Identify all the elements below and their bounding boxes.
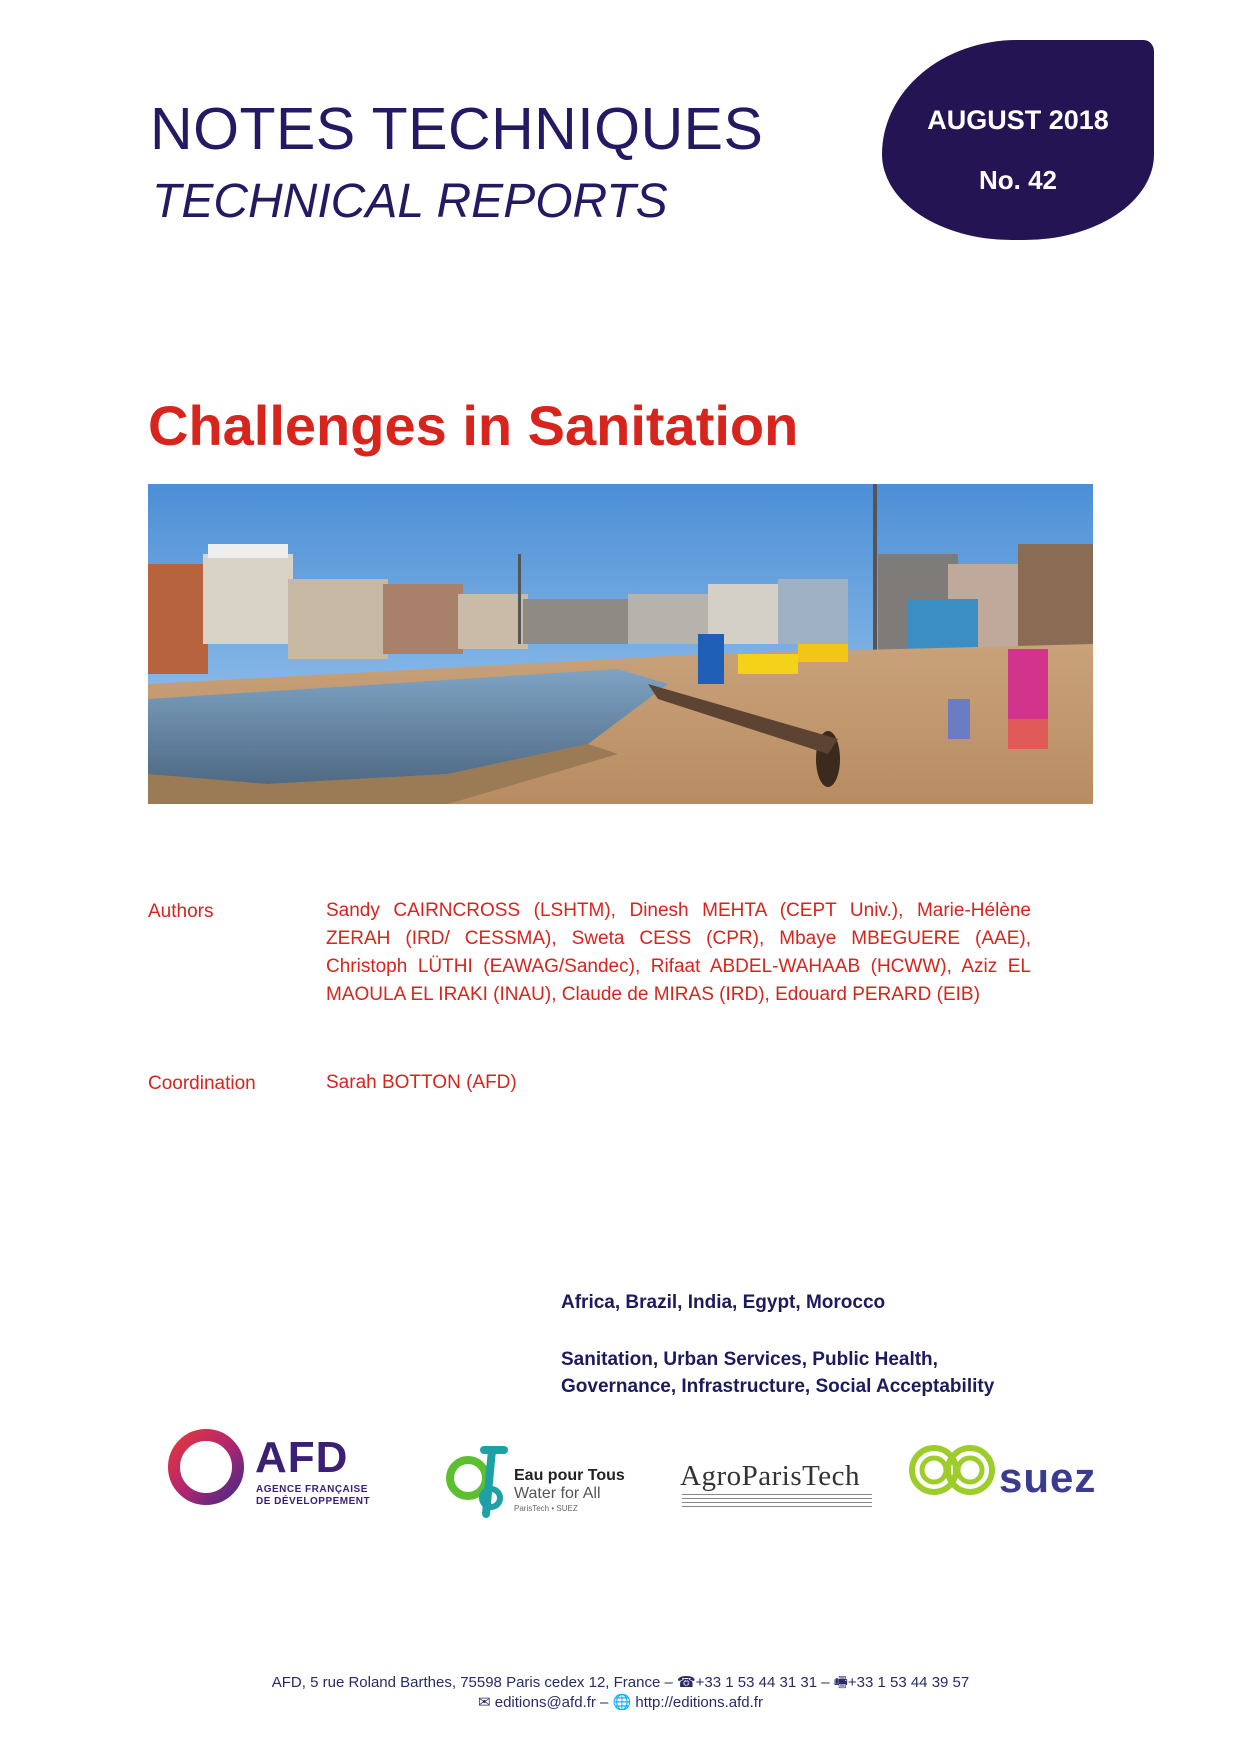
agroparistech-logo-tagline: [682, 1494, 872, 1508]
eau-logo-partners: ParisTech • SUEZ: [514, 1504, 578, 1513]
afd-subtitle-line1: AGENCE FRANÇAISE: [256, 1484, 368, 1495]
afd-logo-text: AFD: [255, 1433, 349, 1482]
footer-contact: ✉ editions@afd.fr – 🌐 http://editions.afd.fr: [478, 1694, 763, 1711]
issue-date: AUGUST 2018: [927, 105, 1109, 135]
issue-badge: [882, 40, 1154, 240]
eau-logo-subtitle: Water for All: [514, 1485, 601, 1502]
suez-logo-icon: [908, 1444, 996, 1496]
keywords-regions: Africa, Brazil, India, Egypt, Morocco: [561, 1292, 886, 1313]
eau-pour-tous-logo-icon: [446, 1440, 512, 1522]
afd-subtitle-line2: DE DÉVELOPPEMENT: [256, 1496, 371, 1507]
authors-list: Sandy CAIRNCROSS (LSHTM), Dinesh MEHTA (CEPT Univ.), Marie-Hélène ZERAH (IRD/ CESSMA), Sweta CESS (CPR), Mbaye MBEGUERE (AAE), Christoph LÜTHI (EAWAG/Sandec), Rifaat ABDEL-WAHAAB (HCWW), Aziz EL MAOULA EL IRAKI (INAU), Claude de MIRAS (IRD), Edouard PERARD (EIB): [326, 900, 1031, 1005]
coordination-label: Coordination: [148, 1073, 256, 1094]
footer-address: AFD, 5 rue Roland Barthes, 75598 Paris cedex 12, France – ☎+33 1 53 44 31 31 – 🖷+33 1 53 44 39 57: [271, 1674, 970, 1691]
afd-logo-subtitle: [256, 1484, 370, 1508]
afd-logo-ring-icon: [165, 1426, 247, 1508]
agroparistech-logo-text: AgroParisTech: [680, 1460, 861, 1492]
keywords-topics-line1: Sanitation, Urban Services, Public Health,: [561, 1349, 938, 1370]
suez-logo-text: suez: [999, 1454, 1097, 1501]
cover-photo: [148, 484, 1093, 804]
coordination-value: Sarah BOTTON (AFD): [326, 1072, 517, 1093]
authors-label: Authors: [148, 901, 214, 922]
eau-logo-title: Eau pour Tous: [514, 1467, 625, 1484]
series-subtitle: TECHNICAL REPORTS: [152, 175, 668, 228]
series-title: NOTES TECHNIQUES: [150, 96, 764, 162]
document-title: Challenges in Sanitation: [148, 394, 799, 457]
issue-number: No. 42: [978, 165, 1058, 195]
keywords-topics-line2: Governance, Infrastructure, Social Acceptability: [561, 1376, 995, 1397]
